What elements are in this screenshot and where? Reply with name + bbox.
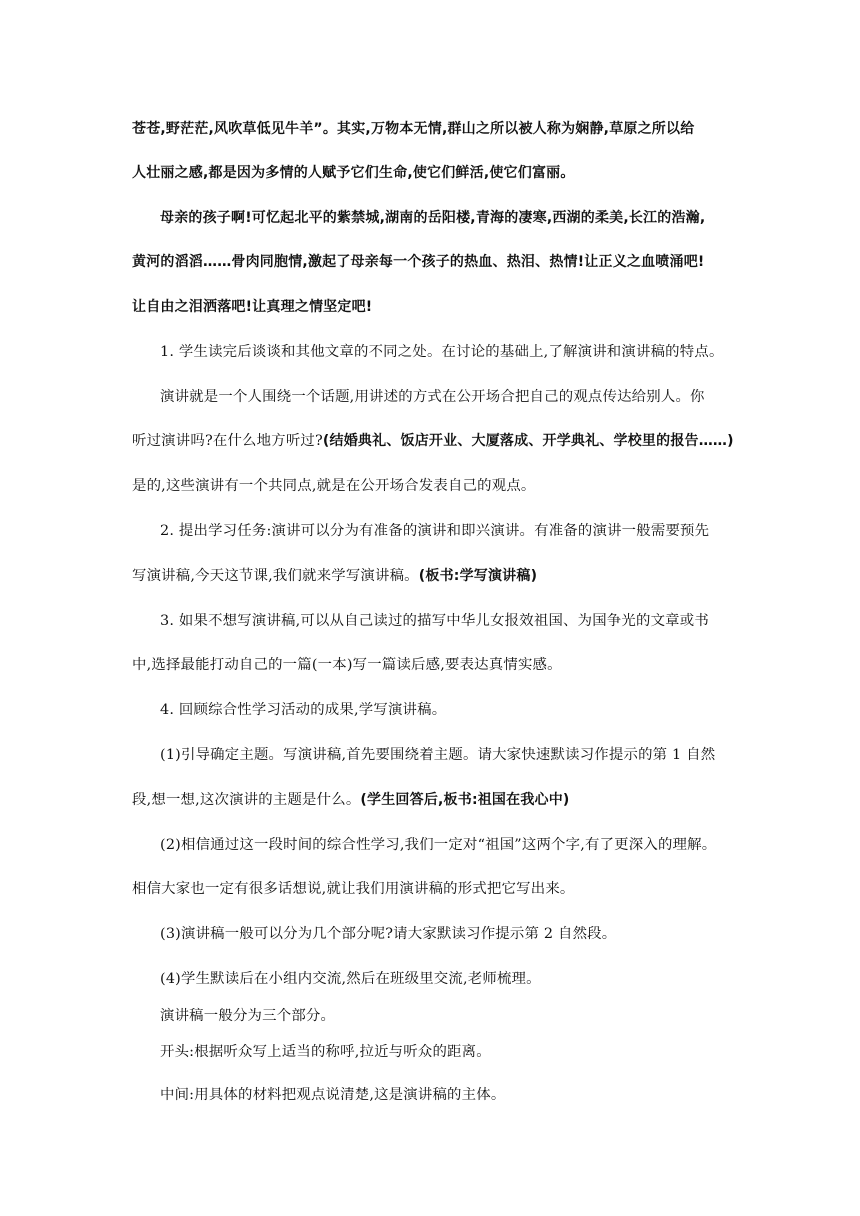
quote-line-4: 黄河的滔滔……骨肉同胞情,激起了母亲每一个孩子的热血、热泪、热情!让正义之血喷涌吧! bbox=[132, 254, 705, 270]
paragraph-12: 中间:用具体的材料把观点说清楚,这是演讲稿的主体。 bbox=[160, 1087, 506, 1103]
paragraph-4-line-2: 中,选择最能打动自己的一篇(一本)写一篇读后感,要表达真情实感。 bbox=[132, 657, 562, 673]
paragraph-3-line-2-text: 写演讲稿,今天这节课,我们就来学写演讲稿。 bbox=[132, 568, 419, 584]
paragraph-6-line-2 bbox=[132, 790, 570, 810]
quote-line-5: 让自由之泪洒落吧!让真理之情坚定吧! bbox=[132, 299, 373, 315]
paragraph-5: 4. 回顾综合性学习活动的成果,学写演讲稿。 bbox=[160, 702, 447, 718]
paragraph-6-line-2-text: 段,想一想,这次演讲的主题是什么。 bbox=[132, 792, 361, 808]
paragraph-6-emphasis: (学生回答后,板书:祖国在我心中) bbox=[360, 792, 570, 808]
paragraph-2-emphasis: (结婚典礼、饭店开业、大厦落成、开学典礼、学校里的报告……) bbox=[322, 433, 734, 449]
paragraph-9: (4)学生默读后在小组内交流,然后在班级里交流,老师梳理。 bbox=[160, 971, 541, 987]
paragraph-7-line-2: 相信大家也一定有很多话想说,就让我们用演讲稿的形式把它写出来。 bbox=[132, 881, 575, 897]
paragraph-3-line-2 bbox=[132, 566, 537, 586]
paragraph-4-line-1: 3. 如果不想写演讲稿,可以从自己读过的描写中华儿女报效祖国、为国争光的文章或书 bbox=[160, 613, 709, 629]
paragraph-2-line-2-text: 听过演讲吗?在什么地方听过? bbox=[132, 433, 323, 449]
paragraph-10: 演讲稿一般分为三个部分。 bbox=[160, 1008, 336, 1024]
paragraph-3-emphasis: (板书:学写演讲稿) bbox=[418, 568, 538, 584]
paragraph-1: 1. 学生读完后谈谈和其他文章的不同之处。在讨论的基础上,了解演讲和演讲稿的特点。 bbox=[160, 344, 724, 360]
quote-line-2: 人壮丽之感,都是因为多情的人赋予它们生命,使它们鲜活,使它们富丽。 bbox=[132, 165, 575, 181]
paragraph-2-line-2 bbox=[132, 431, 734, 451]
paragraph-2-line-3: 是的,这些演讲有一个共同点,就是在公开场合发表自己的观点。 bbox=[132, 478, 536, 494]
paragraph-6-line-1: (1)引导确定主题。写演讲稿,首先要围绕着主题。请大家快速默读习作提示的第 1 自然 bbox=[160, 747, 716, 763]
paragraph-3-line-1: 2. 提出学习任务:演讲可以分为有准备的演讲和即兴演讲。有准备的演讲一般需要预先 bbox=[160, 523, 710, 539]
paragraph-7-line-1: (2)相信通过这一段时间的综合性学习,我们一定对“祖国”这两个字,有了更深入的理解。 bbox=[160, 837, 717, 853]
quote-line-1: 苍苍,野茫茫,风吹草低见牛羊”。其实,万物本无情,群山之所以被人称为娴静,草原之所以给 bbox=[132, 121, 695, 137]
paragraph-2-line-1: 演讲就是一个人围绕一个话题,用讲述的方式在公开场合把自己的观点传达给别人。你 bbox=[160, 389, 705, 405]
paragraph-11: 开头:根据听众写上适当的称呼,拉近与听众的距离。 bbox=[160, 1044, 491, 1060]
paragraph-8: (3)演讲稿一般可以分为几个部分呢?请大家默读习作提示第 2 自然段。 bbox=[160, 926, 617, 942]
quote-line-3: 母亲的孩子啊!可忆起北平的紫禁城,湖南的岳阳楼,青海的凄寒,西湖的柔美,长江的浩瀚, bbox=[160, 210, 706, 226]
